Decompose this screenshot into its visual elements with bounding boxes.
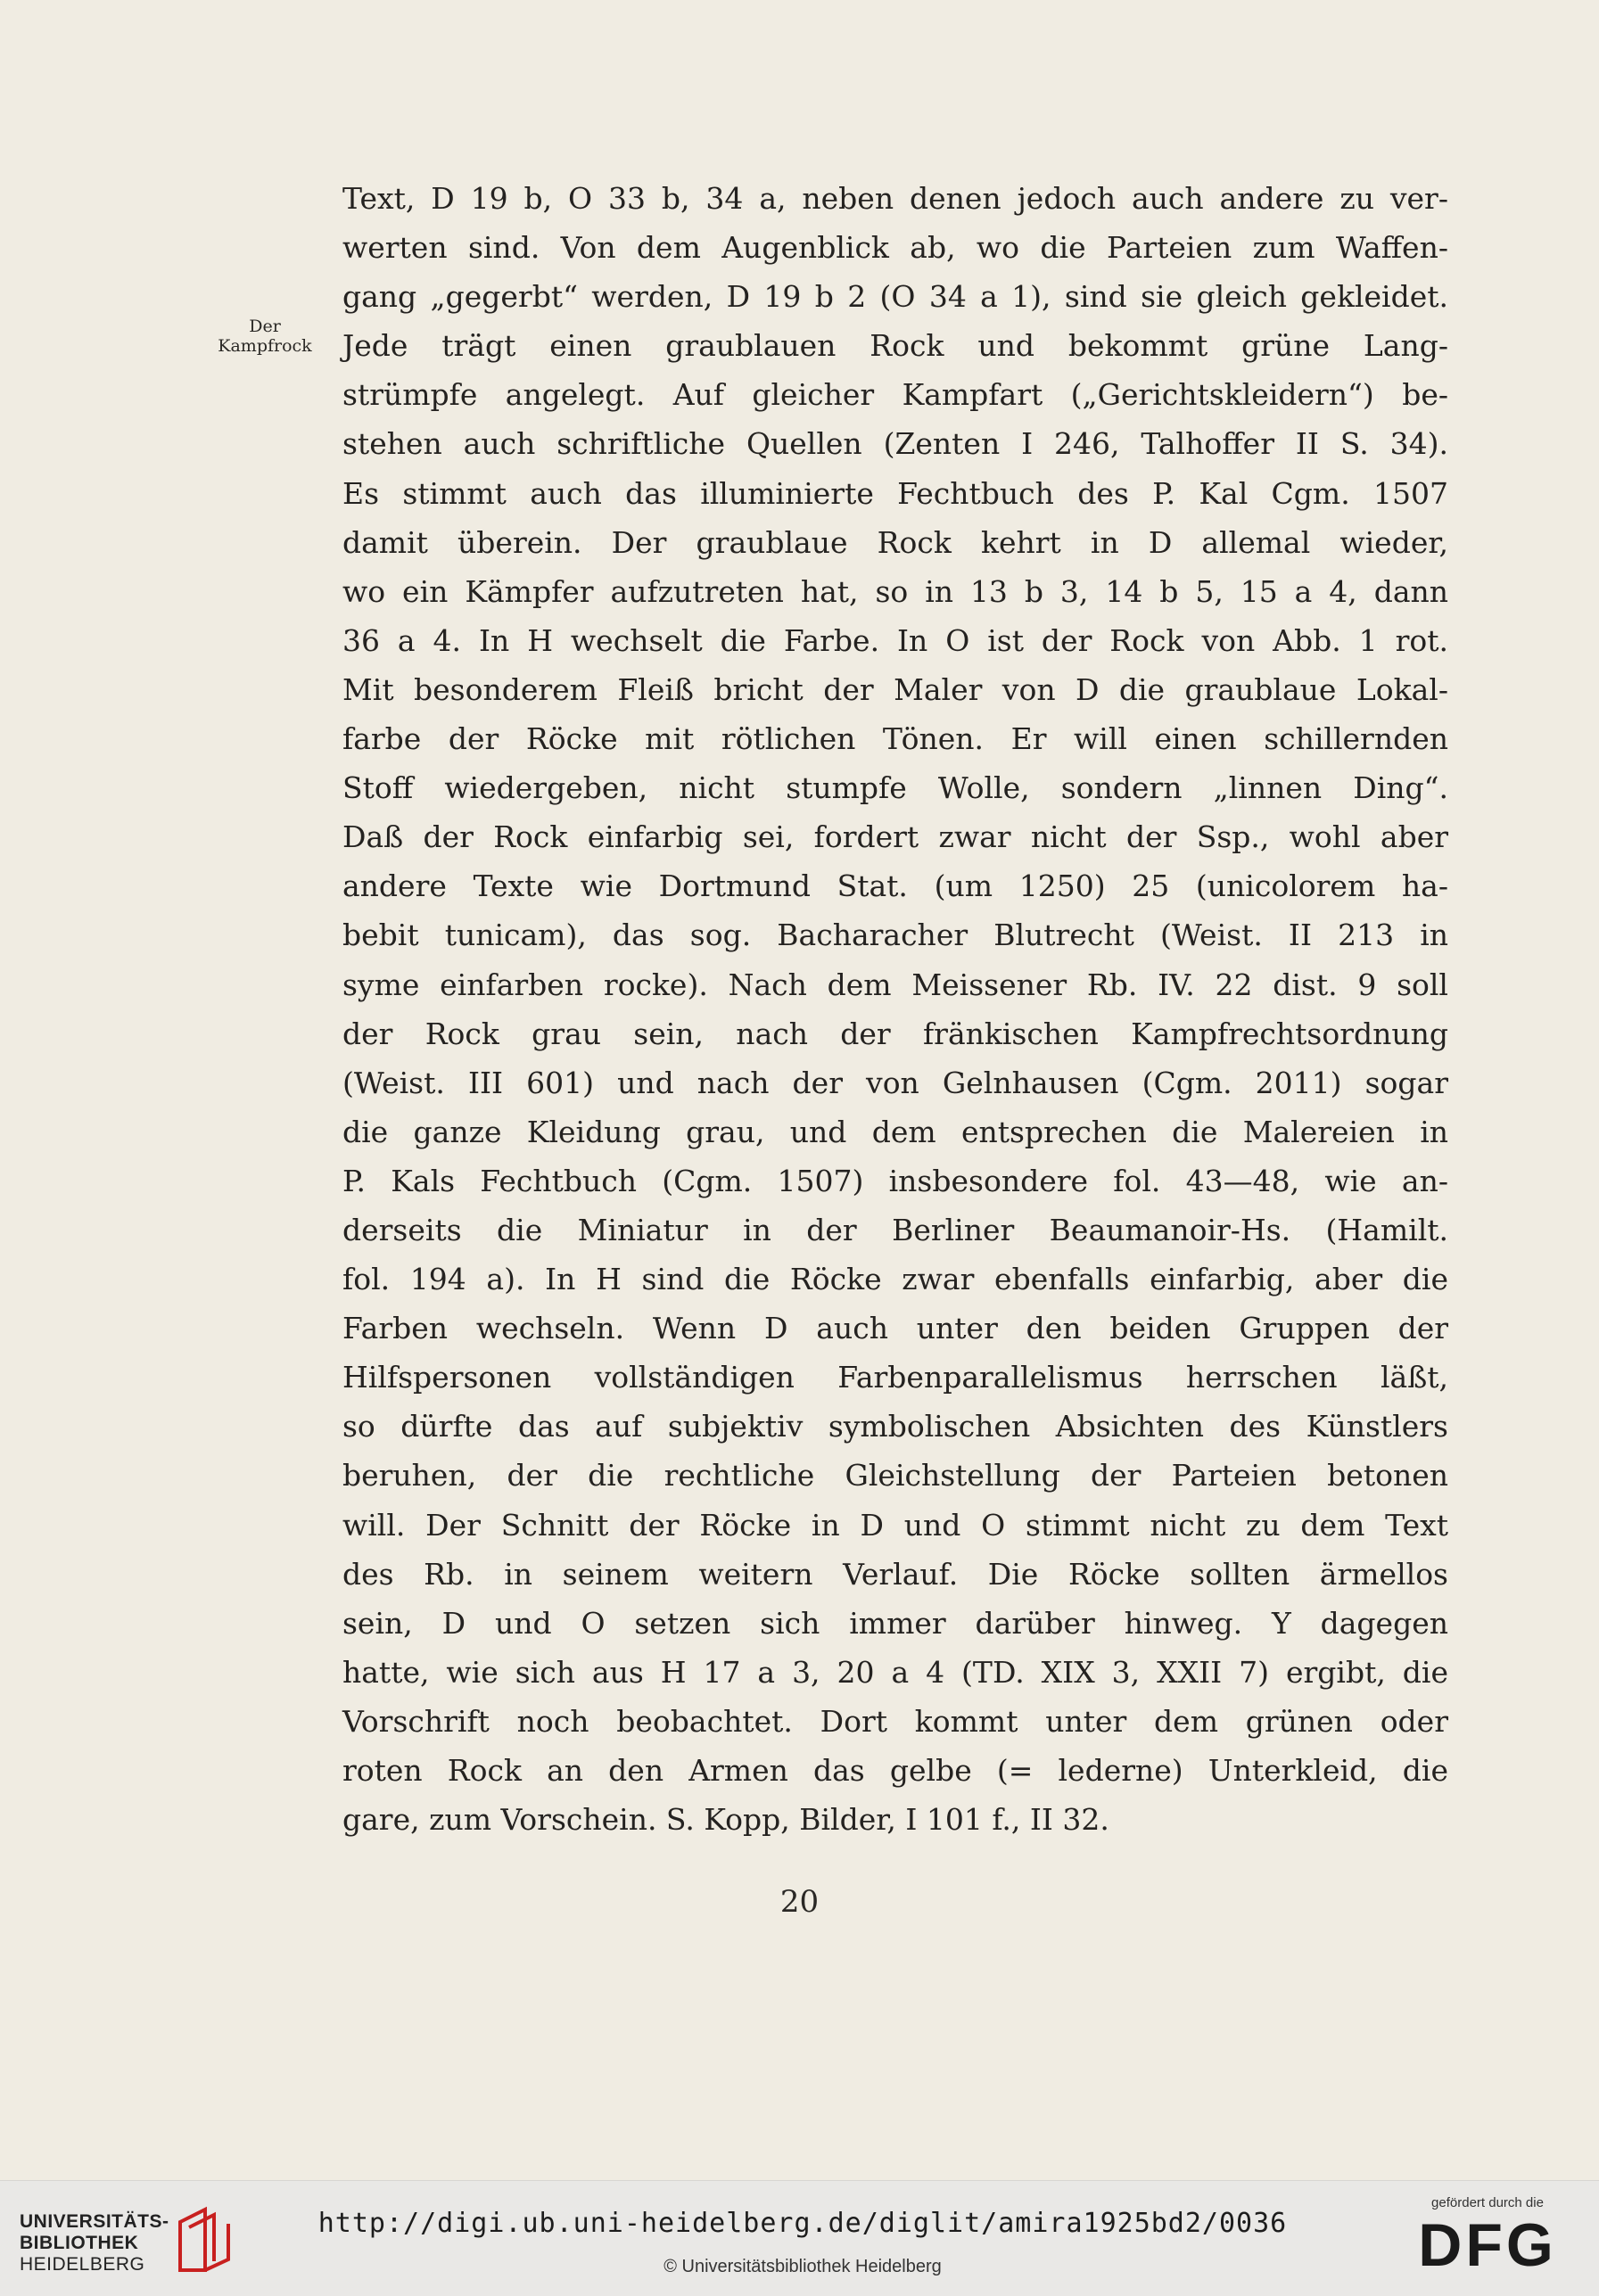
dfg-logo-icon (1407, 2214, 1568, 2273)
copyright-notice: © Universitätsbibliothek Heidelberg (664, 2257, 942, 2276)
text-line: damit überein. Der graublaue Rock kehrt in D allemal wieder, (342, 524, 1448, 560)
text-line: der Rock grau sein, nach der fränkischen Kampfrechtsordnung (342, 1016, 1448, 1051)
text-line: derseits die Miniatur in der Berliner Beaumanoir-Hs. (Hamilt. (342, 1212, 1448, 1247)
funder-block (1403, 2195, 1572, 2284)
text-line: stehen auch schriftliche Quellen (Zenten I 246, Talhoffer II S. 34). (342, 426, 1448, 462)
text-line: sein, D und O setzen sich immer darüber hinweg. Y dagegen (342, 1605, 1448, 1641)
text-line: fol. 194 a). In H sind die Röcke zwar ebenfalls einfarbig, aber die (342, 1262, 1448, 1297)
text-line: (Weist. III 601) und nach der von Gelnhausen (Cgm. 2011) sogar (342, 1065, 1448, 1100)
permalink-url[interactable]: http://digi.ub.uni-heidelberg.de/diglit/amira1925bd2/0036 (317, 2208, 1288, 2239)
viewer-footer (0, 2180, 1599, 2296)
text-line: wo ein Kämpfer aufzutreten hat, so in 13 b 3, 14 b 5, 15 a 4, dann (342, 573, 1448, 609)
text-line: roten Rock an den Armen das gelbe (= lederne) Unterkleid, die (342, 1753, 1448, 1788)
text-line: gang „gegerbt“ werden, D 19 b 2 (O 34 a 1), sind sie gleich gekleidet. (342, 279, 1448, 315)
funding-note: gefördert durch die (1431, 2195, 1544, 2210)
library-logo[interactable] (20, 2206, 234, 2277)
library-name-line-1: UNIVERSITÄTS- (20, 2211, 169, 2232)
text-line: Daß der Rock einfarbig sei, fordert zwar nicht der Ssp., wohl aber (342, 819, 1448, 855)
text-line: Hilfspersonen vollständigen Farbenparallelismus herrschen läßt, (342, 1360, 1448, 1395)
text-line: gare, zum Vorschein. S. Kopp, Bilder, I 101 f., II 32. (342, 1802, 1109, 1838)
text-line: Text, D 19 b, O 33 b, 34 a, neben denen jedoch auch andere zu ver- (342, 181, 1448, 216)
svg-text:DFG: DFG (1418, 2214, 1557, 2273)
text-line: farbe der Röcke mit rötlichen Tönen. Er will einen schillernden (342, 721, 1448, 757)
text-line: P. Kals Fechtbuch (Cgm. 1507) insbesondere fol. 43—48, wie an- (342, 1163, 1448, 1198)
text-line: werten sind. Von dem Augenblick ab, wo die Parteien zum Waffen- (342, 230, 1448, 266)
text-line: die ganze Kleidung grau, und dem entsprechen die Malereien in (342, 1114, 1448, 1149)
text-line: des Rb. in seinem weitern Verlauf. Die Röcke sollten ärmellos (342, 1556, 1448, 1592)
text-line: Mit besonderem Fleiß bricht der Maler von D die graublaue Lokal- (342, 671, 1448, 707)
text-line: Jede trägt einen graublauen Rock und bekommt grüne Lang- (342, 328, 1448, 364)
library-name-line-3: HEIDELBERG (20, 2254, 145, 2275)
library-name-line-2: BIBLIOTHEK (20, 2233, 139, 2253)
text-line: syme einfarben rocke). Nach dem Meissener Rb. IV. 22 dist. 9 soll (342, 967, 1448, 1002)
text-line: strümpfe angelegt. Auf gleicher Kampfart („Gerichtskleidern“) be- (342, 377, 1448, 413)
text-line: beruhen, der die rechtliche Gleichstellung der Parteien betonen (342, 1458, 1448, 1494)
text-line: Stoff wiedergeben, nicht stumpfe Wolle, sondern „linnen Ding“. (342, 770, 1448, 806)
text-line: hatte, wie sich aus H 17 a 3, 20 a 4 (TD. XIX 3, XXII 7) ergibt, die (342, 1654, 1448, 1690)
margin-note: Der Kampfrock (218, 317, 312, 356)
page-number: 20 (779, 1884, 820, 1920)
text-line: 36 a 4. In H wechselt die Farbe. In O ist der Rock von Abb. 1 rot. (342, 622, 1448, 658)
text-line: andere Texte wie Dortmund Stat. (um 1250) 25 (unicolorem ha- (342, 868, 1448, 904)
body-text (342, 174, 1448, 1844)
text-line: so dürfte das auf subjektiv symbolischen Absichten des Künstlers (342, 1409, 1448, 1444)
text-line: will. Der Schnitt der Röcke in D und O stimmt nicht zu dem Text (342, 1507, 1448, 1543)
text-line: bebit tunicam), das sog. Bacharacher Blutrecht (Weist. II 213 in (342, 918, 1448, 953)
text-line: Farben wechseln. Wenn D auch unter den beiden Gruppen der (342, 1311, 1448, 1346)
text-line: Vorschrift noch beobachtet. Dort kommt unter dem grünen oder (342, 1703, 1448, 1739)
text-line: Es stimmt auch das illuminierte Fechtbuch des P. Kal Cgm. 1507 (342, 475, 1448, 511)
library-mark-icon (169, 2206, 241, 2277)
